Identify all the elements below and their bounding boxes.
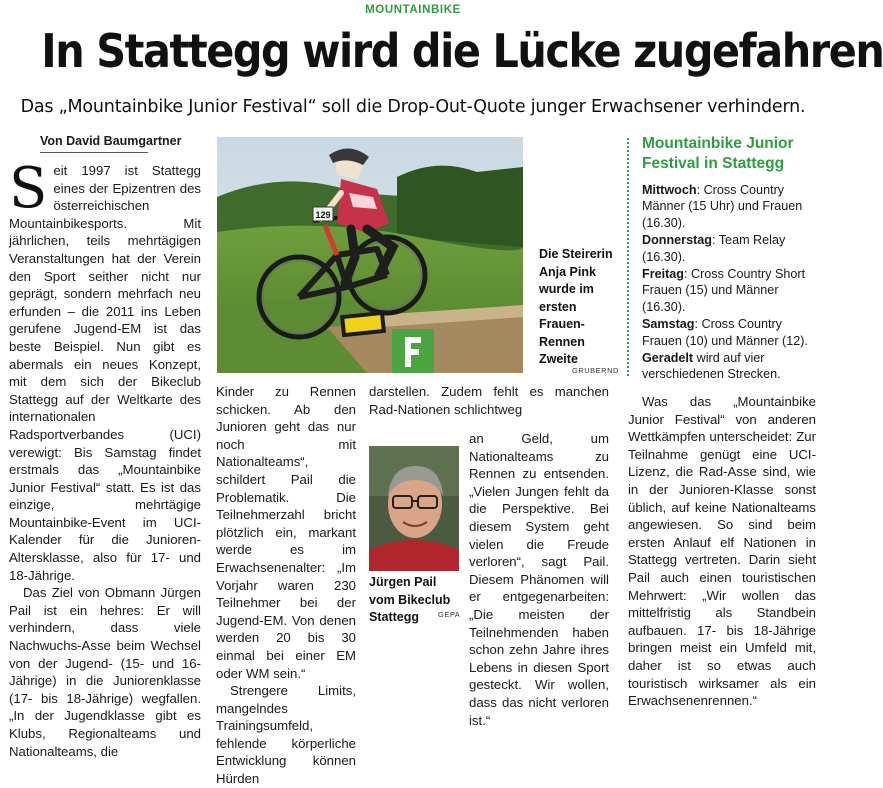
section-kicker: MOUNTAINBIKE (365, 4, 461, 16)
lead-text: eit 1997 ist Stattegg eines der Epizentren des österreichischen Mountainbikesports. Mit jährlichen, teils mehrtägigen Veranstaltungen hat der Verein den Sport seither nicht nur geprägt, sondern mehrfach neu erfunden – die 2011 ins Leben gerufene Jugend-EM ist das beste Beispiel. Nun gibt es abermals ein neues Konzept, mit dem sich der Bikeclub Stattegg auf der Weltkarte des internationalen Radsportverbandes (UCI) verewigt: Bis Samstag findet erstmals das „Mountainbike Junior Festival“ statt. Es ist das einzige, mehrtägige Mountainbike-Event im UCI-Kalender für die Junioren-Altersklasse, also für 17- und 18-Jährige. (9, 163, 201, 583)
paragraph: Strengere Limits, mangelndes Trainingsumfeld, fehlende körperliche Entwicklung können Hürden (216, 683, 356, 787)
photo-portrait-juergen-pail (369, 446, 459, 571)
article-column-4 (628, 393, 816, 710)
schedule-item: Freitag: Cross Country Short Frauen (15) und Männer (16.30). (642, 267, 806, 314)
byline-rule (40, 152, 148, 153)
lead-paragraph (9, 156, 201, 584)
photo-credit-portrait: GEPA (438, 610, 461, 619)
schedule-text: wird auf vier verschiedenen Strecken. (642, 351, 781, 382)
schedule-day: Mittwoch (642, 183, 697, 197)
race-bib-number: 129 (315, 210, 331, 220)
headline: In Stattegg wird die Lücke zugefahren (41, 24, 883, 78)
paragraph-continued: darstellen. Zudem fehlt es manchen Rad-Nationen schlichtweg (369, 384, 609, 417)
infobox-schedule (642, 182, 820, 384)
schedule-text: Cross Country Short Frauen (15) und Männer (16.30). (642, 267, 806, 314)
biker-illustration (217, 137, 523, 373)
paragraph: Was das „Mountainbike Junior Festival“ von anderen Wettkämpfen unterscheidet: Zur Teilnahme genügt eine UCI-Lizenz, die Rad-Asse sind, wie in der Junioren-Klasse sonst üblich, auf keine Nationalteams angewiesen. So sind beim ersten Anlauf elf Nationen in Stattegg vertreten. Darin sieht Pail auch einen touristischen Mehrwert: „Wir wollen das mittelfristig als Standbein aufbauen. 17- bis 18-Jährige bringen meist ein Umfeld mit, daher ist so etwas auch touristisch wirksamer als ein Erwachsenenrennen.“ (628, 394, 816, 709)
article-column-3b (469, 430, 609, 729)
byline: Von David Baumgartner (40, 134, 182, 148)
schedule-text: Cross Country Männer (15 Uhr) und Frauen (16.30). (642, 183, 803, 230)
schedule-item: Donnerstag: Team Relay (16.30). (642, 233, 786, 264)
schedule-day: Donnerstag (642, 233, 712, 248)
schedule-text: Cross Country Frauen (10) und Männer (12). (642, 317, 808, 348)
schedule-day: Samstag (642, 317, 695, 332)
paragraph: Das Ziel von Obmann Jürgen Pail ist ein hehres: Er will verhindern, dass viele Nachwuchs-Asse beim Wechsel von der Jugend- (15- und 16-Jährige) in die Juniorenklasse (17- bis 18-Jährige) wegfallen. „In der Jugendklasse gibt es Klubs, Regionalteams und Nationalteams, die (9, 585, 201, 759)
drop-cap: S (9, 156, 48, 221)
article-column-1 (9, 156, 201, 760)
photo-credit-biker: GRUBERND (572, 366, 619, 375)
schedule-item: Mittwoch: Cross Country Männer (15 Uhr) und Frauen (16.30). (642, 183, 803, 230)
photo-caption-biker: Die Steirerin Anja Pink wurde im ersten Frauen-Rennen Zweite (539, 247, 613, 366)
schedule-item (642, 350, 820, 383)
article-column-2 (216, 383, 356, 788)
article-column-3 (369, 383, 609, 418)
paragraph: Kinder zu Rennen schicken. Ab den Junioren geht das nur noch mit Nationalteams“, schildert Pail die Problematik. Die Teilnehmerzahl bricht plötzlich ein, markant werde es im Erwachsenenalter: „Im Vorjahr waren 230 Teilnehmer bei der Jugend-EM. Von denen werden 20 bis 30 einmal bei einer EM oder WM sein.“ (216, 384, 356, 681)
schedule-item: Samstag: Cross Country Frauen (10) und Männer (12). (642, 317, 808, 348)
infobox-divider (627, 138, 629, 376)
subheadline: Das „Mountainbike Junior Festival“ soll die Drop-Out-Quote junger Erwachsener verhindern. (20, 97, 806, 117)
schedule-text: Team Relay (16.30). (642, 233, 786, 264)
portrait-illustration (369, 446, 459, 571)
infobox-title: Mountainbike Junior Festival in Stattegg (642, 135, 794, 172)
schedule-day: Geradelt (642, 351, 694, 366)
photo-mountain-biker (217, 137, 523, 373)
paragraph: an Geld, um Nationalteams zu Rennen zu entsenden. „Vielen Jungen fehlt da die Perspektive. Bei diesem System geht vielen die Freude verloren“, sagt Pail. Diesem Phänomen will er entgegenarbeiten: „Die meisten der Teilnehmenden haben schon zehn Jahre ihres Lebens in diesen Sport gesteckt. Wir wollen, dass das nicht verloren ist.“ (469, 431, 609, 728)
schedule-day: Freitag (642, 267, 684, 282)
photo-caption-portrait: Jürgen Pail vom Bikeclub Stattegg (369, 575, 451, 624)
